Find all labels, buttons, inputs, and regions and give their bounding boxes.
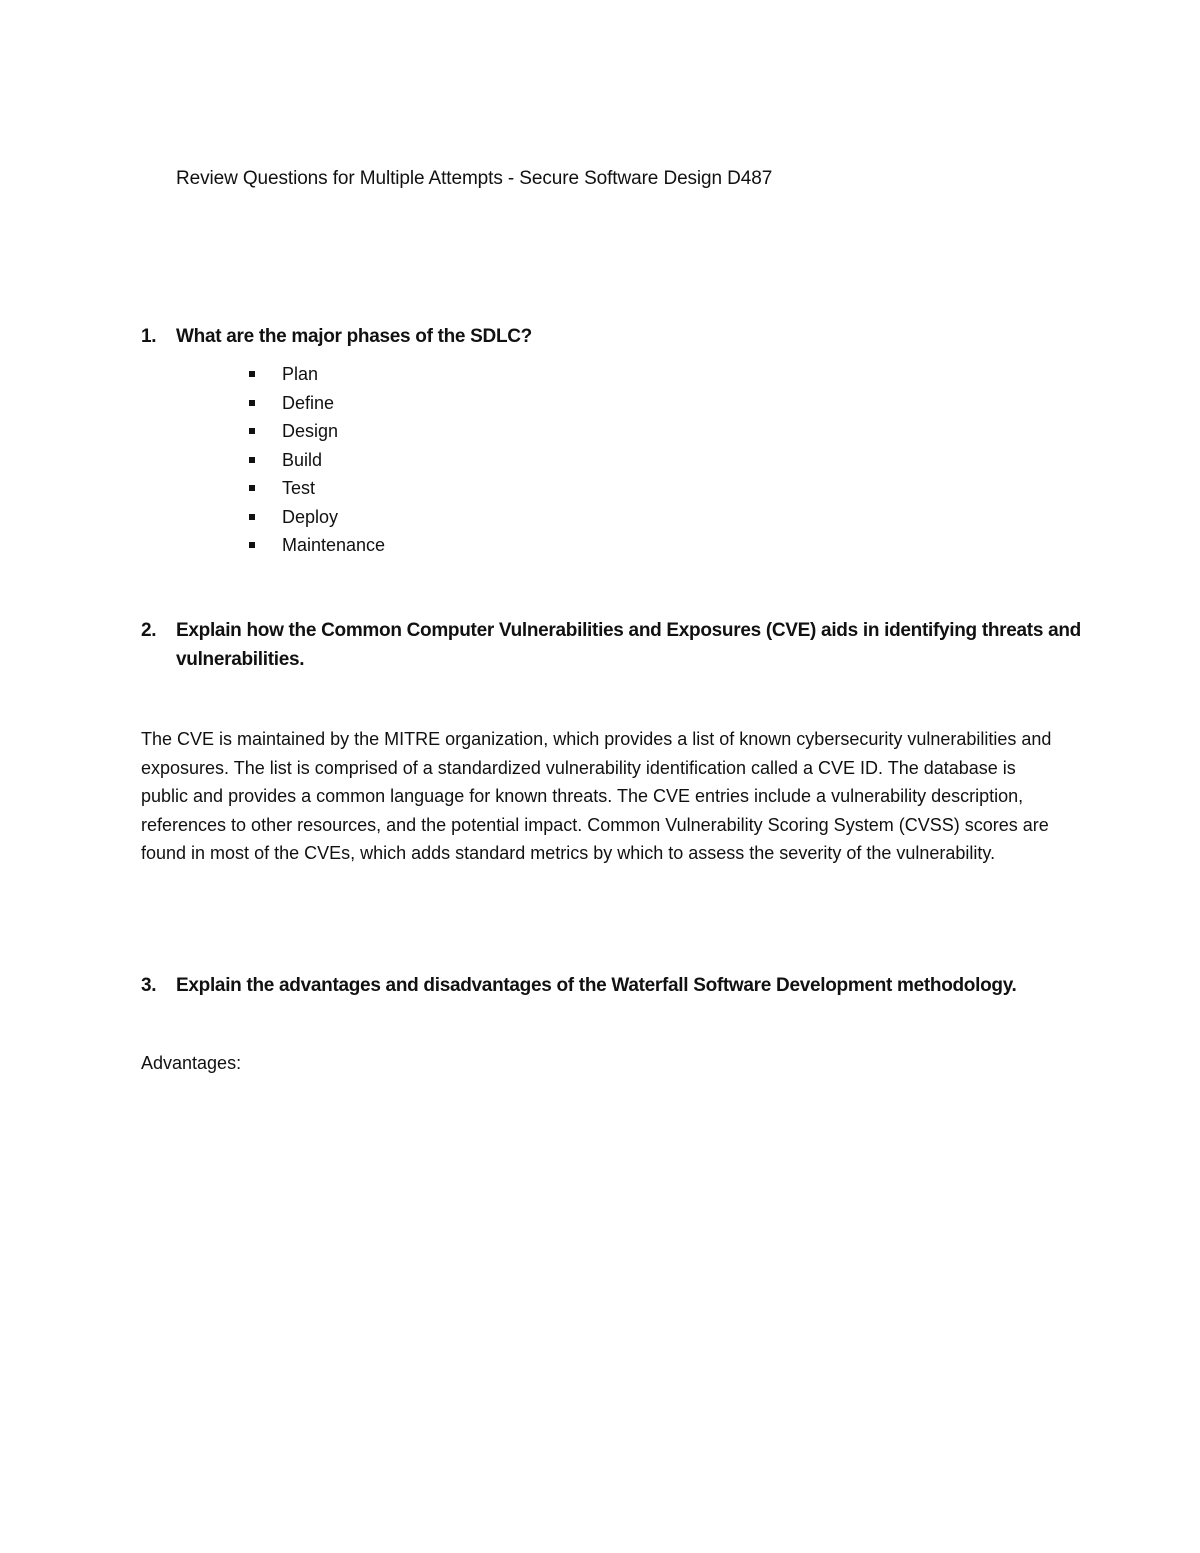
list-item	[246, 474, 385, 503]
square-bullet-icon	[249, 400, 255, 406]
list-item-label: Plan	[282, 364, 319, 384]
question-1	[141, 322, 1081, 351]
list-item-label: Test	[282, 478, 316, 498]
square-bullet-icon	[249, 428, 255, 434]
list-item	[246, 389, 385, 418]
list-item-label: Define	[282, 392, 335, 413]
square-bullet-icon	[249, 485, 255, 491]
list-item-label: Design	[282, 421, 339, 441]
list-item	[246, 360, 385, 389]
question-number: 3.	[141, 975, 157, 996]
question-text: What are the major phases of the SDLC?	[176, 326, 532, 347]
question-3	[141, 971, 1081, 1000]
square-bullet-icon	[249, 457, 255, 463]
list-item-label: Deploy	[282, 506, 339, 527]
list-item	[246, 531, 385, 560]
question-text: Explain the advantages and disadvantages of the Waterfall Software Development methodology.	[176, 975, 1017, 996]
question-text: Explain how the Common Computer Vulnerabilities and Exposures (CVE) aids in identifying threats and vulnerabilities.	[176, 620, 1081, 670]
document-title: Review Questions for Multiple Attempts - Secure Software Design D487	[176, 168, 773, 189]
question-2	[141, 616, 1081, 674]
advantages-label: Advantages:	[141, 1053, 242, 1073]
question-number: 2.	[141, 620, 157, 641]
square-bullet-icon	[249, 514, 255, 520]
answer-paragraph: The CVE is maintained by the MITRE organization, which provides a list of known cybersecurity vulnerabilities and exposures. The list is comprised of a standardized vulnerability identification called a CVE ID. The database is public and provides a common language for known threats. The CVE entries include a vulnerability description, references to other resources, and the potential impact. Common Vulnerability Scoring System (CVSS) scores are found in most of the CVEs, which adds standard metrics by which to assess the severity of the vulnerability.	[141, 729, 1052, 863]
list-item	[246, 503, 385, 532]
question-number: 1.	[141, 326, 157, 347]
square-bullet-icon	[249, 371, 255, 377]
list-item	[246, 417, 385, 446]
list-item-label: Maintenance	[282, 535, 386, 555]
sdlc-phase-list	[246, 360, 385, 560]
list-item-label: Build	[282, 449, 323, 470]
list-item	[246, 446, 385, 475]
square-bullet-icon	[249, 542, 255, 548]
